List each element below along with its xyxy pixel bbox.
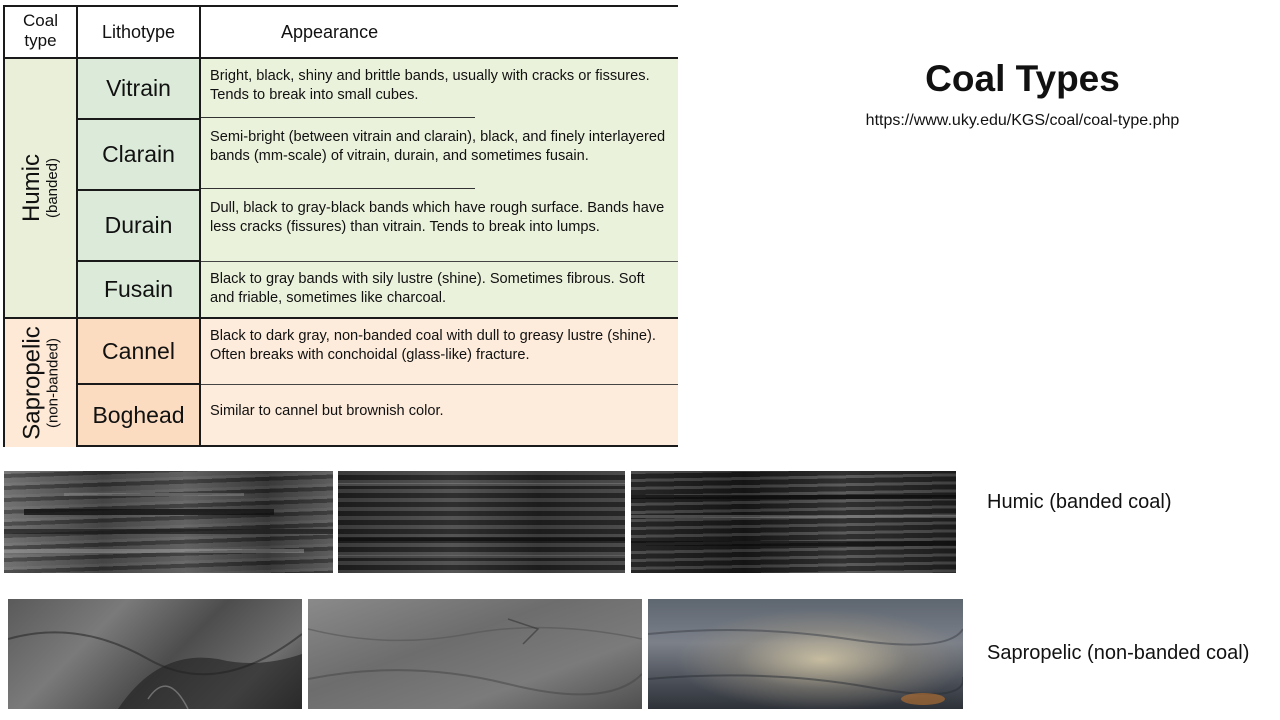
appearance-fusain: Black to gray bands with sily lustre (shine). Sometimes fibrous. Soft and friable, sometimes like charcoal. xyxy=(201,262,678,319)
caption-sapropelic: Sapropelic (non-banded coal) xyxy=(987,642,1250,664)
lithotype-vitrain: Vitrain xyxy=(78,59,201,120)
humic-coal-photo-2 xyxy=(338,471,625,573)
humic-coal-photo-1 xyxy=(4,471,333,573)
humic-coal-photo-2-texture xyxy=(338,471,625,573)
sapropelic-coal-photo-1-texture xyxy=(8,599,302,709)
row-divider xyxy=(201,188,475,189)
appearance-boghead: Similar to cannel but brownish color. xyxy=(201,385,678,445)
row-divider xyxy=(201,117,475,118)
source-url: https://www.uky.edu/KGS/coal/coal-type.php xyxy=(865,112,1180,129)
sapropelic-coal-photo-2 xyxy=(308,599,642,709)
humic-coal-photo-3 xyxy=(631,471,956,573)
lithotype-clarain: Clarain xyxy=(78,120,201,191)
header-lithotype: Lithotype xyxy=(78,7,201,59)
lithotype-boghead: Boghead xyxy=(78,385,201,445)
page-title: Coal Types xyxy=(925,58,1120,99)
header-coal-type-line1: Coal xyxy=(23,11,58,30)
humic-coal-photo-3-texture xyxy=(631,471,956,573)
group-sapropelic-name: Sapropelic xyxy=(18,326,46,440)
coal-types-table xyxy=(3,5,678,447)
sapropelic-coal-photo-2-texture xyxy=(308,599,642,709)
header-appearance: Appearance xyxy=(201,7,678,59)
group-sapropelic-subname: (non-banded) xyxy=(44,337,62,429)
sapropelic-coal-photo-3 xyxy=(648,599,963,709)
group-humic xyxy=(5,59,78,319)
header-coal-type xyxy=(5,7,78,59)
humic-coal-photo-1-texture xyxy=(4,471,333,573)
lithotype-fusain: Fusain xyxy=(78,262,201,319)
lithotype-durain: Durain xyxy=(78,191,201,262)
appearance-durain: Dull, black to gray-black bands which have rough surface. Bands have less cracks (fissures) than vitrain. Tends to break into lumps. xyxy=(201,191,678,262)
header-coal-type-line2: type xyxy=(24,31,57,50)
lithotype-cannel: Cannel xyxy=(78,319,201,385)
appearance-clarain: Semi-bright (between vitrain and clarain), black, and finely interlayered bands (mm-scale) of vitrain, durain, and sometimes fusain. xyxy=(201,120,678,191)
sapropelic-coal-photo-1 xyxy=(8,599,302,709)
caption-humic: Humic (banded coal) xyxy=(987,491,1172,513)
appearance-cannel: Black to dark gray, non-banded coal with dull to greasy lustre (shine). Often breaks with conchoidal (glass-like) fracture. xyxy=(201,319,678,385)
sapropelic-coal-photo-3-texture xyxy=(648,599,963,709)
group-sapropelic xyxy=(5,319,78,447)
appearance-vitrain: Bright, black, shiny and brittle bands, usually with cracks or fissures. Tends to break into small cubes. xyxy=(201,59,678,120)
group-humic-name: Humic xyxy=(18,153,46,223)
group-humic-subname: (banded) xyxy=(44,157,62,219)
